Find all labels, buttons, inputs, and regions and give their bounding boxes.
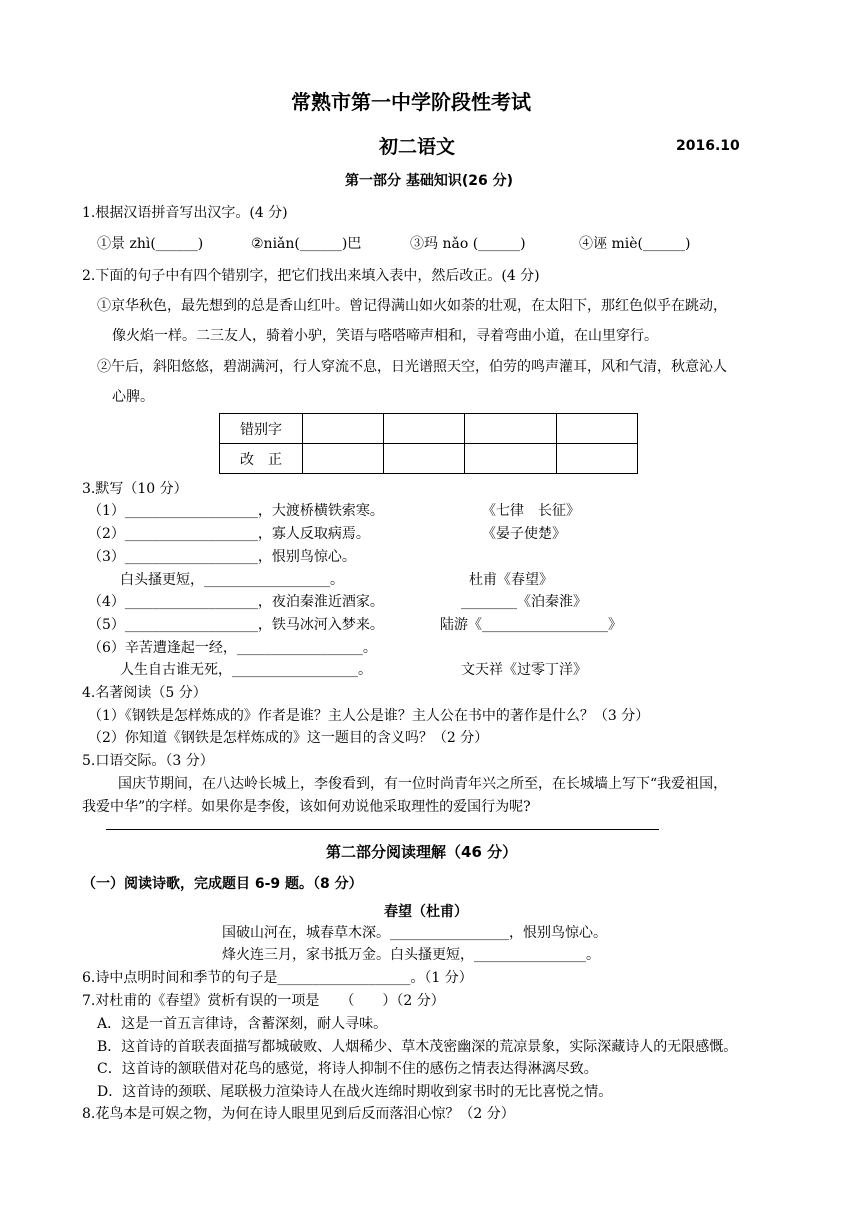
q5-stem: 5.口语交际。（3 分） [82,753,214,769]
subject-title: 初二语文 [379,136,456,158]
q3-line-left: 人生自古谁无死，__________________。 [120,662,372,678]
poem-line: 国破山河在，城春草木深。_________________，恨别鸟惊心。 [222,925,607,941]
q8-stem: 8.花鸟本是可娱之物，为何在诗人眼里见到后反而落泪心惊？（2 分） [82,1106,515,1122]
q7-option: D．这首诗的颈联、尾联极力渲染诗人在战火连绵时期收到家书时的无比喜悦之情。 [97,1084,613,1100]
answer-cell[interactable] [303,444,384,474]
q3-line-source: 《七律 长征》 [482,503,580,519]
q2-passage1-line1: ①京华秋色，最先想到的总是香山红叶。曾记得满山如火如荼的壮观，在太阳下，那红色似乎在跳动， [97,298,727,314]
q3-line-source: 杜甫《春望》 [469,572,553,588]
q5-line1: 国庆节期间，在八达岭长城上，李俊看到，有一位时尚青年兴之所至，在长城墙上写下“我爱祖国， [118,776,728,792]
q1-item: ①景 zhì(______) [97,236,204,252]
q3-line-source: 《晏子使楚》 [482,526,566,542]
answer-cell[interactable] [465,414,557,444]
table-row [220,414,638,444]
q2-passage2-line1: ②午后，斜阳悠悠，碧湖满河，行人穿流不息，日光谱照天空，伯劳的鸣声灌耳，风和气清，秋意沁人 [97,359,727,375]
q7-option: B．这首诗的首联表面描写都城破败、人烟稀少、草木茂密幽深的荒凉景象，实际深藏诗人的无限感慨。 [97,1039,738,1055]
poem-line: 烽火连三月，家书抵万金。白头搔更短，________________。 [222,947,600,963]
exam-title: 常熟市第一中学阶段性考试 [291,90,531,114]
poem-title: 春望（杜甫） [384,904,468,920]
q1-item: ②niǎn(______)巴 [251,236,362,252]
q7-option: C．这首诗的颔联借对花鸟的感觉，将诗人抑制不住的感伤之情表达得淋漓尽致。 [97,1061,598,1077]
exam-date: 2016.10 [676,138,740,154]
table-row-label: 错别字 [220,414,303,444]
q3-line-left: 白头搔更短，__________________。 [120,572,344,588]
table-row-label: 改 正 [220,444,303,474]
q3-line-left: （6）辛苦遭逢起一经，__________________。 [88,640,377,656]
q2-passage2-line2: 心脾。 [112,389,154,405]
q6-stem: 6.诗中点明时间和季节的句子是___________________。（1 分） [82,970,473,986]
q2-stem: 2.下面的句子中有四个错别字，把它们找出来填入表中，然后改正。(4 分) [82,268,540,284]
part2-heading: 第二部分阅读理解（46 分） [326,843,518,861]
answer-cell[interactable] [384,414,465,444]
q3-line-source: 陆游《__________________》 [440,617,622,633]
q3-line-left: （3）___________________，恨别鸟惊心。 [88,549,356,565]
part1-heading: 第一部分 基础知识(26 分) [345,173,514,189]
q1-item: ④诬 miè(______) [579,236,691,252]
q4-stem: 4.名著阅读（5 分） [82,685,207,701]
answer-cell[interactable] [303,414,384,444]
q3-line-left: （5）___________________，铁马冰河入梦来。 [88,617,384,633]
q3-line-source: ________《泊秦淮》 [461,594,587,610]
answer-cell[interactable] [465,444,557,474]
answer-cell[interactable] [384,444,465,474]
q1-stem: 1.根据汉语拼音写出汉字。(4 分) [82,205,288,221]
correction-table [219,413,638,474]
section1-heading: （一）阅读诗歌，完成题目 6-9 题。（8 分） [82,876,363,892]
q7-stem: 7.对杜甫的《春望》赏析有误的一项是 （ ）（2 分） [82,993,445,1009]
q1-item: ③玛 nǎo (______) [410,236,526,252]
q4-sub2: （2）你知道《钢铁是怎样炼成的》这一题目的含义吗？（2 分） [88,730,489,746]
q3-line-left: （2）___________________，寡人反取病焉。 [88,526,370,542]
q3-line-left: （4）___________________，夜泊秦淮近酒家。 [88,594,384,610]
table-row [220,444,638,474]
q3-stem: 3.默写（10 分） [82,481,188,497]
q5-line2: 我爱中华”的字样。如果你是李俊，该如何劝说他采取理性的爱国行为呢? [82,799,531,815]
answer-cell[interactable] [557,444,638,474]
answer-line [106,829,659,830]
q2-passage1-line2: 像火焰一样。二三友人，骑着小驴，笑语与嗒嗒啼声相和，寻着弯曲小道，在山里穿行。 [112,328,658,344]
q7-option: A．这是一首五言律诗，含蓄深刻，耐人寻味。 [97,1016,388,1032]
q3-line-source: 文天祥《过零丁洋》 [461,662,587,678]
answer-cell[interactable] [557,414,638,444]
q3-line-left: （1）___________________，大渡桥横铁索寒。 [88,503,384,519]
q4-sub1: （1）《钢铁是怎样炼成的》作者是谁？主人公是谁？主人公在书中的著作是什么？（3 分） [88,708,650,724]
